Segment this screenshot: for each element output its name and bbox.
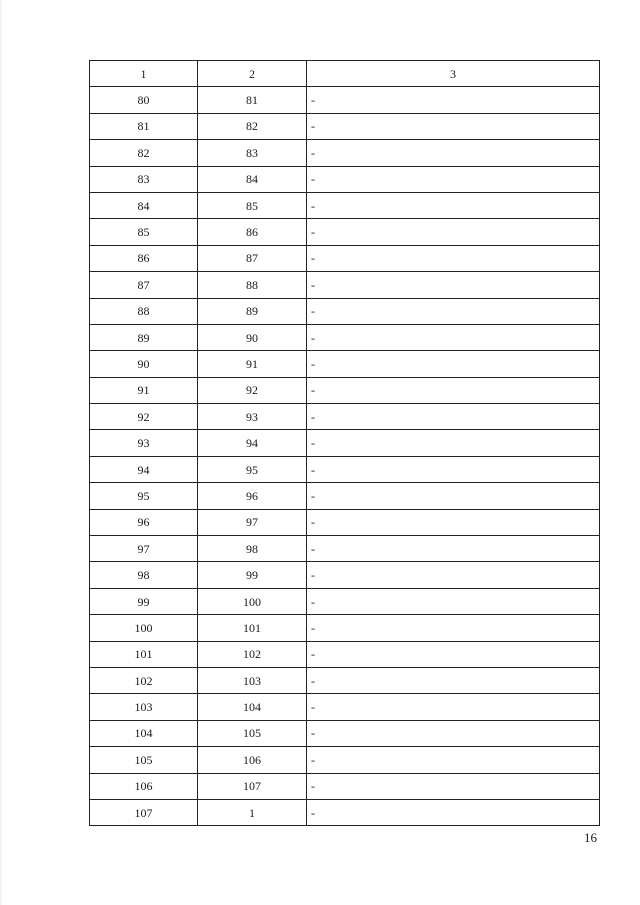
table-cell-col-2: 94 — [198, 430, 307, 456]
table-cell-col-1: 97 — [90, 536, 198, 562]
table-cell-col-1: 80 — [90, 87, 198, 113]
table-cell-col-1: 98 — [90, 562, 198, 588]
table-cell-col-2: 99 — [198, 562, 307, 588]
table-row — [90, 166, 600, 192]
table-cell-col-3: - — [307, 562, 600, 588]
table-cell-col-3: - — [307, 536, 600, 562]
table-cell-col-1: 100 — [90, 615, 198, 641]
table-row — [90, 720, 600, 746]
table-cell-col-2: 105 — [198, 720, 307, 746]
table-row — [90, 615, 600, 641]
table-row — [90, 536, 600, 562]
table-cell-col-2: 92 — [198, 377, 307, 403]
table-row — [90, 298, 600, 324]
table-cell-col-1: 103 — [90, 694, 198, 720]
table-cell-col-1: 87 — [90, 272, 198, 298]
table-cell-col-3: - — [307, 509, 600, 535]
table-cell-col-2: 97 — [198, 509, 307, 535]
table-cell-col-2: 101 — [198, 615, 307, 641]
table-cell-col-2: 91 — [198, 351, 307, 377]
table-cell-col-1: 89 — [90, 324, 198, 350]
table-cell-col-1: 90 — [90, 351, 198, 377]
table-row — [90, 694, 600, 720]
table-cell-col-1: 106 — [90, 773, 198, 799]
table-cell-col-3: - — [307, 404, 600, 430]
table-cell-col-3: - — [307, 694, 600, 720]
table-row — [90, 667, 600, 693]
column-header-2: 2 — [198, 61, 307, 87]
table-row — [90, 351, 600, 377]
table-cell-col-2: 103 — [198, 667, 307, 693]
table-cell-col-2: 98 — [198, 536, 307, 562]
table-cell-col-1: 85 — [90, 219, 198, 245]
column-header-3: 3 — [307, 61, 600, 87]
table-cell-col-3: - — [307, 588, 600, 614]
table-cell-col-3: - — [307, 140, 600, 166]
table-row — [90, 641, 600, 667]
table-cell-col-1: 92 — [90, 404, 198, 430]
table-row — [90, 324, 600, 350]
table-row — [90, 773, 600, 799]
table-row — [90, 87, 600, 113]
table-cell-col-2: 96 — [198, 483, 307, 509]
table-row — [90, 483, 600, 509]
table-cell-col-2: 88 — [198, 272, 307, 298]
table-cell-col-3: - — [307, 747, 600, 773]
table-row — [90, 588, 600, 614]
table-row — [90, 404, 600, 430]
table-cell-col-3: - — [307, 377, 600, 403]
table-cell-col-2: 1 — [198, 799, 307, 825]
table-cell-col-1: 88 — [90, 298, 198, 324]
table-cell-col-3: - — [307, 166, 600, 192]
table-row — [90, 140, 600, 166]
table-cell-col-2: 90 — [198, 324, 307, 350]
table-cell-col-3: - — [307, 456, 600, 482]
table-cell-col-1: 84 — [90, 192, 198, 218]
table-cell-col-3: - — [307, 773, 600, 799]
table-cell-col-3: - — [307, 667, 600, 693]
table-row — [90, 272, 600, 298]
table-cell-col-3: - — [307, 298, 600, 324]
table-cell-col-3: - — [307, 351, 600, 377]
table-cell-col-2: 84 — [198, 166, 307, 192]
table-row — [90, 747, 600, 773]
table-header-row — [90, 61, 600, 87]
table-cell-col-2: 107 — [198, 773, 307, 799]
table-cell-col-3: - — [307, 87, 600, 113]
table-cell-col-2: 100 — [198, 588, 307, 614]
table-row — [90, 562, 600, 588]
table-cell-col-3: - — [307, 245, 600, 271]
table-cell-col-1: 83 — [90, 166, 198, 192]
table-row — [90, 430, 600, 456]
table-cell-col-3: - — [307, 113, 600, 139]
table-body — [90, 61, 600, 826]
table-cell-col-3: - — [307, 219, 600, 245]
table-cell-col-2: 93 — [198, 404, 307, 430]
table-cell-col-1: 107 — [90, 799, 198, 825]
table-cell-col-3: - — [307, 720, 600, 746]
table-cell-col-3: - — [307, 641, 600, 667]
table-row — [90, 192, 600, 218]
table-cell-col-1: 81 — [90, 113, 198, 139]
table-cell-col-1: 105 — [90, 747, 198, 773]
table-cell-col-3: - — [307, 324, 600, 350]
table-cell-col-1: 104 — [90, 720, 198, 746]
table-cell-col-2: 102 — [198, 641, 307, 667]
table-cell-col-2: 85 — [198, 192, 307, 218]
table-cell-col-3: - — [307, 192, 600, 218]
table-cell-col-3: - — [307, 799, 600, 825]
table-cell-col-2: 86 — [198, 219, 307, 245]
column-header-1: 1 — [90, 61, 198, 87]
table-cell-col-1: 96 — [90, 509, 198, 535]
table-cell-col-1: 86 — [90, 245, 198, 271]
table-row — [90, 245, 600, 271]
table-cell-col-1: 101 — [90, 641, 198, 667]
table-cell-col-3: - — [307, 615, 600, 641]
table-cell-col-3: - — [307, 272, 600, 298]
table-row — [90, 219, 600, 245]
table-row — [90, 509, 600, 535]
table-cell-col-3: - — [307, 483, 600, 509]
table-cell-col-2: 89 — [198, 298, 307, 324]
table-row — [90, 113, 600, 139]
table-cell-col-2: 87 — [198, 245, 307, 271]
table-row — [90, 456, 600, 482]
table-cell-col-1: 102 — [90, 667, 198, 693]
page-number: 16 — [584, 830, 597, 845]
table-cell-col-2: 95 — [198, 456, 307, 482]
table-cell-col-2: 104 — [198, 694, 307, 720]
table-cell-col-1: 82 — [90, 140, 198, 166]
table-cell-col-1: 94 — [90, 456, 198, 482]
table-row — [90, 377, 600, 403]
table-cell-col-1: 99 — [90, 588, 198, 614]
table-cell-col-2: 83 — [198, 140, 307, 166]
table-cell-col-2: 82 — [198, 113, 307, 139]
table-cell-col-1: 95 — [90, 483, 198, 509]
table-cell-col-2: 106 — [198, 747, 307, 773]
table-cell-col-1: 93 — [90, 430, 198, 456]
table-cell-col-2: 81 — [198, 87, 307, 113]
table-cell-col-3: - — [307, 430, 600, 456]
table-cell-col-1: 91 — [90, 377, 198, 403]
table-row — [90, 799, 600, 825]
data-table — [89, 60, 600, 826]
